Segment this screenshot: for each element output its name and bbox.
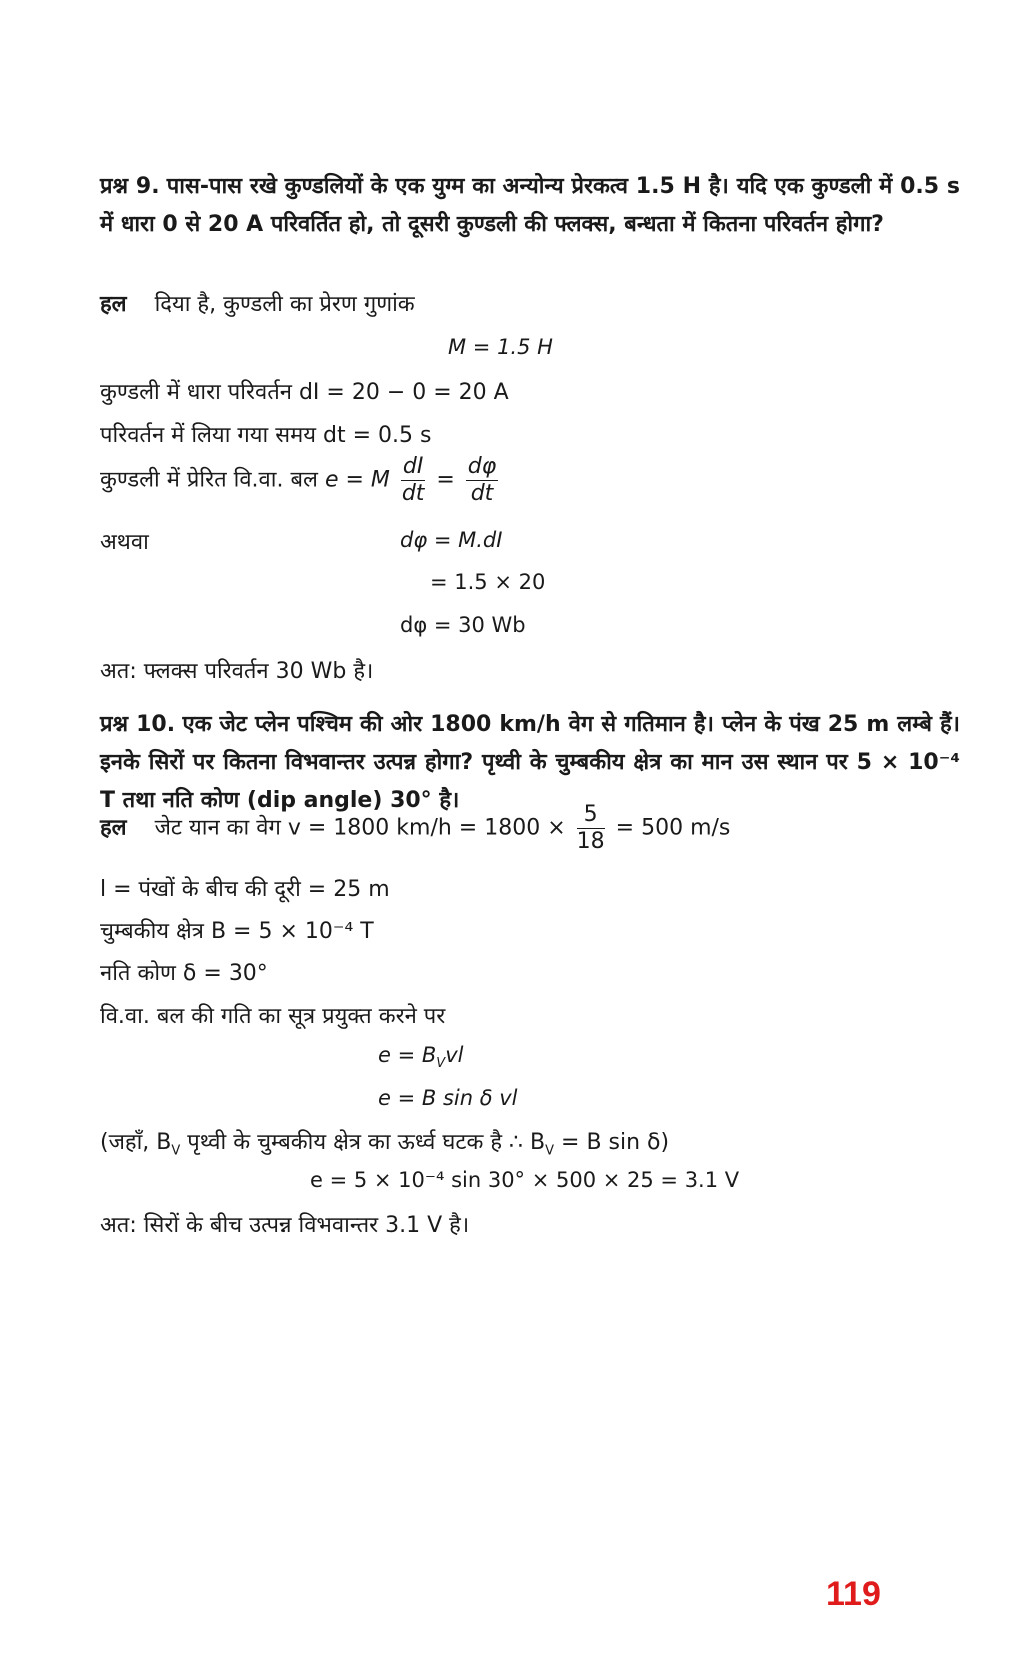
q9-emf-num-1: dI bbox=[402, 454, 424, 479]
q10-velocity bbox=[100, 802, 730, 855]
q9-dphi-eq-3: dφ = 30 Wb bbox=[400, 613, 526, 637]
q9-emf-label: कुण्डली में प्रेरित वि.वा. बल bbox=[100, 467, 318, 493]
q10-note-end: = B sin δ) bbox=[561, 1130, 670, 1155]
q9-eq-m: M = 1.5 H bbox=[448, 335, 553, 359]
q9-dphi-eq-2: = 1.5 × 20 bbox=[430, 570, 546, 594]
q9-current-change bbox=[100, 376, 509, 406]
q10-velocity-result: = 500 m/s bbox=[615, 815, 731, 841]
q9-time bbox=[100, 419, 431, 449]
q9-athva: अथवा bbox=[100, 530, 149, 555]
q10-conclusion: अत: सिरों के बीच उत्पन्न विभवान्तर 3.1 V है। bbox=[100, 1213, 470, 1238]
q10-note bbox=[100, 1126, 669, 1158]
question-9 bbox=[100, 168, 960, 244]
question-10-text: एक जेट प्लेन पश्चिम की ओर 1800 km/h वेग से गतिमान है। प्लेन के पंख 25 m लम्बे हैं। इनके सिरों पर कितना विभवान्तर उत्पन्न होगा? पृथ्वी के चुम्बकीय क्षेत्र का मान उस स्थान पर 5 × 10⁻⁴ T तथा नति कोण (dip angle) 30° है। bbox=[100, 712, 960, 813]
q9-emf-equals: = bbox=[436, 467, 455, 493]
q9-solution-intro bbox=[100, 288, 415, 318]
q10-velocity-den: 18 bbox=[576, 829, 605, 854]
question-9-label: प्रश्न 9. bbox=[100, 174, 160, 199]
q10-solution-label: हल bbox=[100, 815, 127, 841]
q9-emf bbox=[100, 454, 502, 507]
q9-conclusion: अत: फ्लक्स परिवर्तन 30 Wb है। bbox=[100, 659, 374, 684]
q10-dip: नति कोण δ = 30° bbox=[100, 961, 268, 986]
q9-current-change-eq: dI = 20 − 0 = 20 A bbox=[298, 380, 509, 405]
q10-eq-1-main: e = B bbox=[378, 1043, 437, 1067]
q9-solution-label: हल bbox=[100, 292, 127, 317]
question-10-label: प्रश्न 10. bbox=[100, 712, 176, 737]
q9-emf-den-2: dt bbox=[470, 481, 494, 506]
q9-dphi-eq: dφ = M.dI bbox=[400, 528, 503, 552]
q10-note-sub: V bbox=[171, 1143, 181, 1159]
q10-eq-1-tail: vl bbox=[445, 1043, 464, 1067]
q9-emf-num-2: dφ bbox=[467, 454, 497, 479]
q10-eq-2: e = B sin δ vl bbox=[378, 1086, 518, 1110]
q9-emf-den-1: dt bbox=[401, 481, 425, 506]
q10-velocity-num: 5 bbox=[577, 802, 605, 829]
q10-eq-1 bbox=[378, 1043, 463, 1071]
q10-field: चुम्बकीय क्षेत्र B = 5 × 10⁻⁴ T bbox=[100, 919, 374, 944]
q10-length: l = पंखों के बीच की दूरी = 25 m bbox=[100, 877, 390, 902]
q10-note-tail: पृथ्वी के चुम्बकीय क्षेत्र का ऊर्ध्व घटक है ∴ B bbox=[187, 1130, 546, 1155]
question-9-text: पास-पास रखे कुण्डलियों के एक युग्म का अन्योन्य प्रेरकत्व 1.5 H है। यदि एक कुण्डली में 0.5 s में धारा 0 से 20 A परिवर्तित हो, तो दूसरी कुण्डली की फ्लक्स, बन्धता में कितना परिवर्तन होगा? bbox=[100, 174, 961, 237]
q9-solution-intro-text: दिया है, कुण्डली का प्रेरण गुणांक bbox=[154, 292, 415, 317]
q9-emf-fraction-1 bbox=[401, 454, 425, 507]
q10-note-start: (जहाँ, B bbox=[100, 1130, 172, 1155]
q9-emf-lhs: e = M bbox=[324, 467, 390, 493]
q10-eq-3: e = 5 × 10⁻⁴ sin 30° × 500 × 25 = 3.1 V bbox=[310, 1168, 740, 1192]
q10-formula-intro: वि.वा. बल की गति का सूत्र प्रयुक्त करने पर bbox=[100, 1004, 446, 1029]
q9-current-change-label: कुण्डली में धारा परिवर्तन bbox=[100, 380, 292, 405]
page-number: 119 bbox=[826, 1575, 881, 1613]
q10-note-sub-2: V bbox=[545, 1143, 555, 1159]
q10-velocity-fraction bbox=[577, 802, 605, 855]
q10-velocity-text: जेट यान का वेग v = 1800 km/h = 1800 × bbox=[154, 815, 566, 841]
q9-time-eq: dt = 0.5 s bbox=[323, 423, 432, 448]
q10-eq-1-sub: V bbox=[436, 1056, 446, 1072]
q9-time-label: परिवर्तन में लिया गया समय bbox=[100, 423, 317, 448]
q9-emf-fraction-2 bbox=[466, 454, 498, 507]
